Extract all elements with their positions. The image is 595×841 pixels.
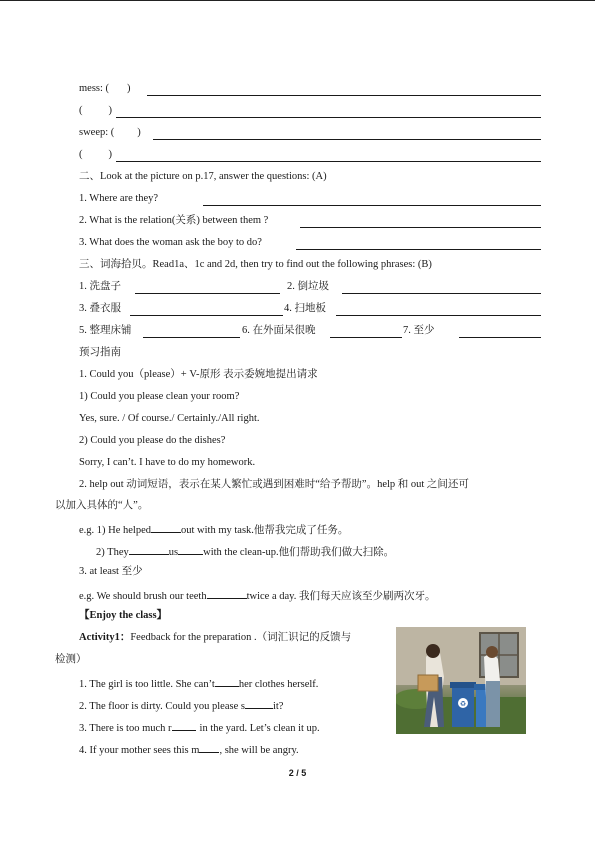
guide-example-1: 1) Could you please clean your room? [79,391,240,402]
recycling-icon [458,698,468,708]
paren-close: ) [108,105,112,116]
svg-text:♻: ♻ [459,700,467,708]
item-4-blank[interactable] [199,741,219,753]
paren-open: ( [79,105,83,116]
guide-eg-1 [79,521,348,538]
eg-3-text-a: e.g. We should brush our teeth [79,591,207,602]
photo-recycling-couple [396,627,526,734]
guide-example-2: 2) Could you please do the dishes? [79,435,226,446]
eg-2-blank-1[interactable] [129,543,169,555]
eg-2-blank-2[interactable] [178,543,203,555]
eg-2-text-a: 2) They [96,547,129,558]
sweep-close: ) [137,127,141,138]
activity-1-line [79,631,351,645]
section2-heading: 二、Look at the picture on p.17, answer the questions: (A) [79,171,327,182]
item-2-text-b: it? [272,701,284,712]
guide-point-1: 1. Could you（please）+ V-原形 表示委婉地提出请求 [79,369,318,380]
sweep-cn-answer-line[interactable] [116,161,541,162]
eg-1-blank[interactable] [151,521,181,533]
item-2-blank[interactable] [245,697,273,709]
guide-answer-1: Yes, sure. / Of course./ Certainly./All right. [79,413,260,424]
phrase-5: 5. 整理床铺 [79,325,132,336]
eg-1-text-b: out with my task.他帮我完成了任务。 [181,525,349,536]
eg-2-text-c: with the clean-up.他们帮助我们做大扫除。 [203,547,395,558]
guide-point-2-cont: 以加入具体的“人”。 [55,500,149,511]
guide-eg-2 [96,543,394,560]
phrase-7-answer-line[interactable] [459,337,541,338]
question-3: 3. What does the woman ask the boy to do? [79,237,262,248]
item-3-blank[interactable] [172,719,196,731]
phrase-3: 3. 叠衣服 [79,303,121,314]
mess-answer-line[interactable] [147,95,541,96]
item-4-text-b: , she will be angry. [219,745,299,756]
sweep-answer-line[interactable] [153,139,541,140]
mess-cn-line [79,104,112,118]
item-4-text-a: 4. If your mother sees this m [79,745,200,756]
phrase-6-answer-line[interactable] [330,337,402,338]
guide-answer-2: Sorry, I can’t. I have to do my homework. [79,457,256,468]
section3-heading: 三、词海拾贝。Read1a、1c and 2d, then try to find out the following phrases: (B) [79,259,432,270]
activity-item-2 [79,697,283,714]
phrase-6: 6. 在外面呆很晚 [242,325,316,336]
activity-item-3 [79,719,320,736]
item-1-blank[interactable] [215,675,239,687]
item-1-text-a: 1. The girl is too little. She can’t [79,679,215,690]
activity-item-4 [79,741,299,758]
photo-illustration [396,627,526,734]
eg-1-text-a: e.g. 1) He helped [79,525,152,536]
sweep-cn-line [79,148,112,162]
item-2-text-a: 2. The floor is dirty. Could you please s [79,701,245,712]
mess-line [79,82,131,96]
eg-3-blank[interactable] [207,587,247,599]
phrase-4: 4. 扫地板 [284,303,326,314]
item-1-text-b: her clothes herself. [238,679,319,690]
phrase-5-answer-line[interactable] [143,337,240,338]
guide-point-3: 3. at least 至少 [79,566,143,577]
sweep-line [79,126,141,140]
item-3-text-a: 3. There is too much r [79,723,172,734]
question-1: 1. Where are they? [79,193,159,204]
activity-item-1 [79,675,318,692]
paren-open: ( [79,149,83,160]
activity-text: Feedback for the preparation .（词汇识记的反馈与 [130,632,352,643]
page-number: 2 / 5 [288,768,307,778]
phrase-7: 7. 至少 [403,325,435,336]
phrase-2-answer-line[interactable] [342,293,541,294]
mess-close: ) [127,83,131,94]
guide-eg-3 [79,587,435,604]
top-rule [0,0,595,1]
question-1-answer-line[interactable] [203,205,541,206]
phrase-1: 1. 洗盘子 [79,281,121,292]
mess-cn-answer-line[interactable] [116,117,541,118]
enjoy-heading: 【Enjoy the class】 [79,610,168,621]
eg-2-text-b: us [168,547,179,558]
sweep-label: sweep: ( [79,127,115,138]
phrase-1-answer-line[interactable] [135,293,280,294]
question-2-answer-line[interactable] [300,227,541,228]
guide-title: 预习指南 [79,347,121,358]
mess-label: mess: ( [79,83,110,94]
phrase-3-answer-line[interactable] [130,315,283,316]
eg-3-text-b: twice a day. 我们每天应该至少刷两次牙。 [246,591,436,602]
question-3-answer-line[interactable] [296,249,541,250]
item-3-text-b: in the yard. Let’s clean it up. [199,723,320,734]
activity-1-cont: 检测） [55,654,87,665]
phrase-4-answer-line[interactable] [336,315,541,316]
paren-close: ) [108,149,112,160]
activity-label: Activity1： [79,632,131,643]
question-2: 2. What is the relation(关系) between them ? [79,215,269,226]
guide-point-2: 2. help out 动词短语，表示在某人繁忙或遇到困难时“给予帮助”。help 和 out 之间还可 [79,479,469,490]
phrase-2: 2. 倒垃圾 [287,281,329,292]
